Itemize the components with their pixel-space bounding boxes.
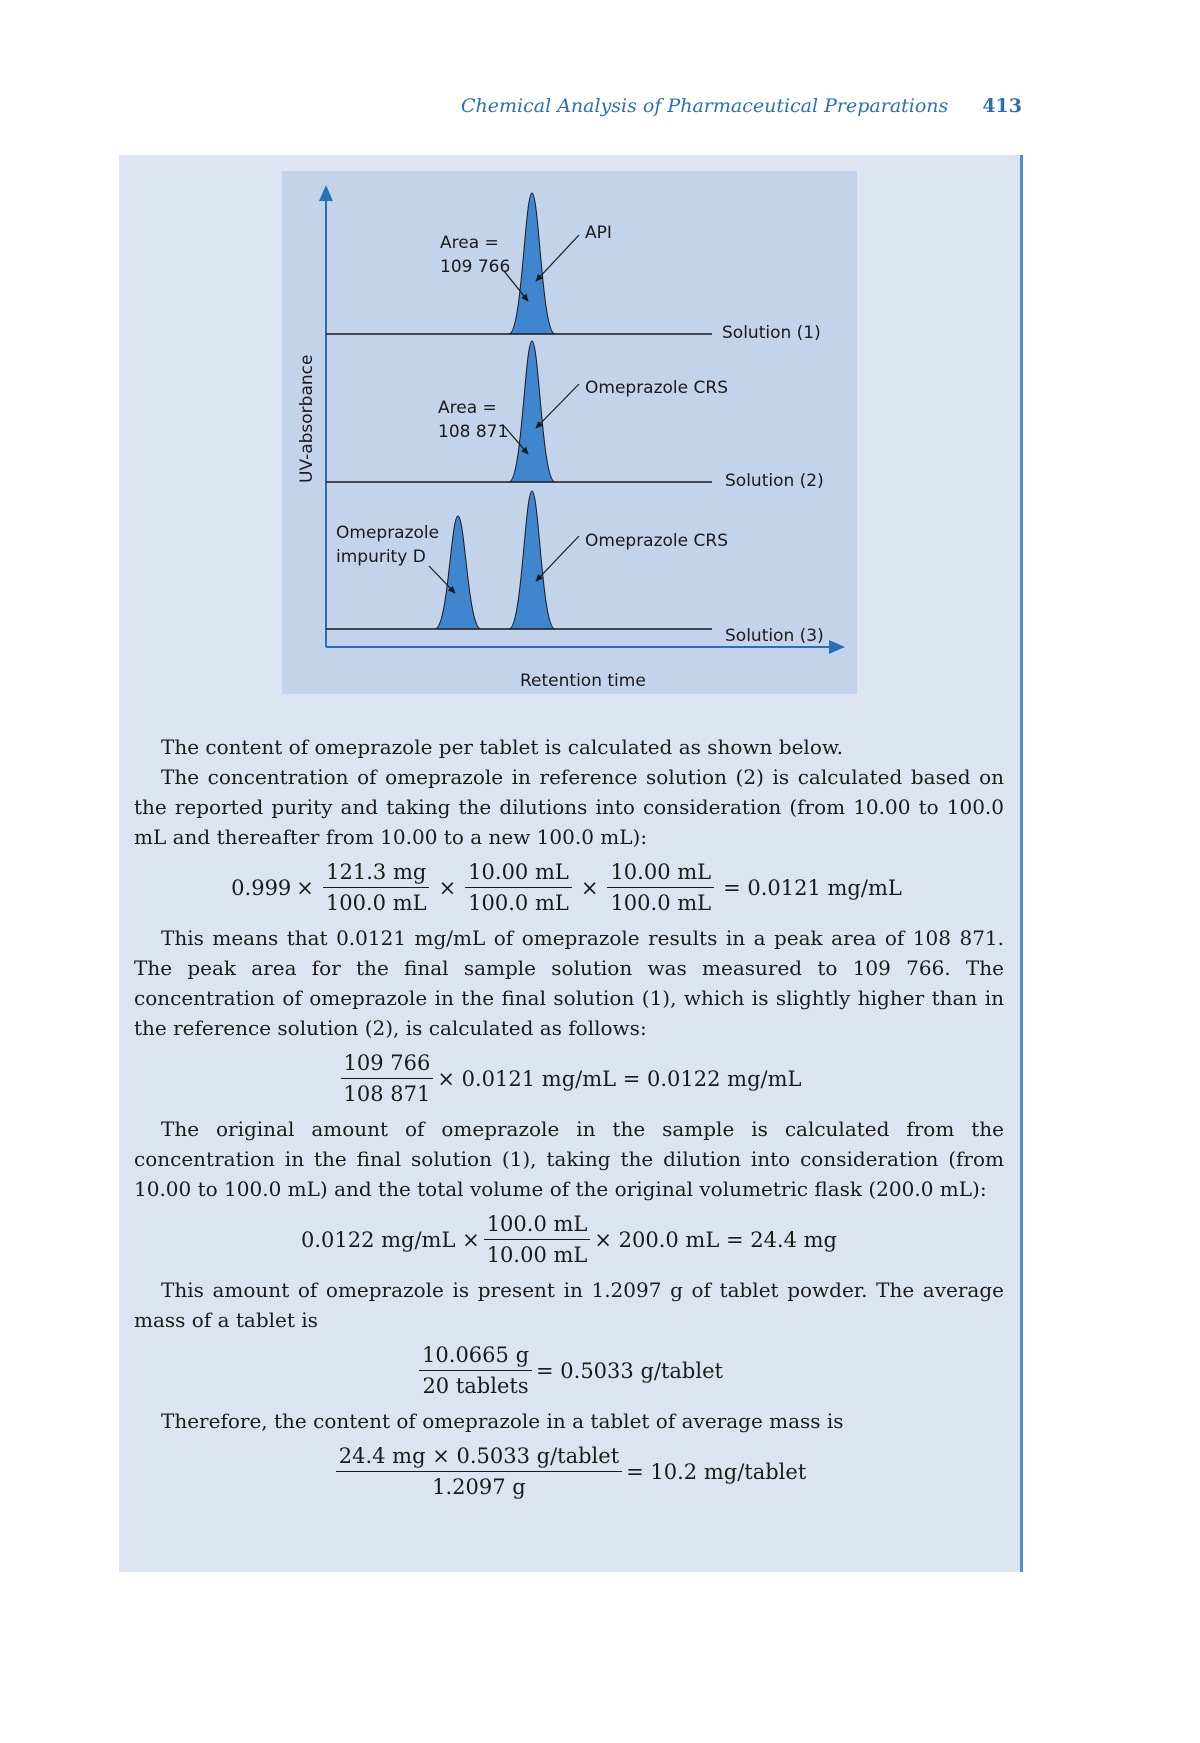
eq5-numerator: 24.4 mg × 0.5033 g/tablet [336, 1443, 622, 1472]
book-title: Chemical Analysis of Pharmaceutical Preparations [461, 95, 949, 117]
peak-omeprazole-crs-3 [509, 491, 555, 629]
eq1-f2-numerator: 10.00 mL [465, 859, 572, 888]
leader-api [536, 235, 579, 281]
paragraph-sample-concentration: This means that 0.0121 mg/mL of omeprazole results in a peak area of 108 871. The peak area for the final sample solution was measured to 109 766. The concentration of omeprazole in the final solution (1), which is slightly higher than in the reference solution (2), is calculated as follows: [134, 926, 1004, 1040]
area-label-1-line2: 109 766 [440, 257, 511, 277]
eq1-f1-numerator: 121.3 mg [323, 859, 429, 888]
chromatogram-figure [282, 171, 857, 694]
eq1-f3-denominator: 100.0 mL [610, 891, 712, 915]
paragraph-reference-concentration: The concentration of omeprazole in reference solution (2) is calculated based on the reported purity and taking the dilutions into consideration (from 10.00 to 100.0 mL and thereafter from 10.00 to a new 100.0 mL): [134, 765, 1004, 849]
peak-label-crs-2: Omeprazole CRS [585, 378, 728, 398]
area-label-2-line1: Area = [438, 398, 497, 418]
equation-average-mass [134, 1342, 1004, 1399]
peak-api [509, 193, 555, 334]
eq1-result: = 0.0121 mg/mL [723, 875, 902, 900]
eq3-lead: 0.0122 mg/mL × [300, 1227, 480, 1252]
eq2-rest: × 0.0121 mg/mL = 0.0122 mg/mL [437, 1066, 802, 1091]
equation-content-per-tablet [134, 1443, 1004, 1500]
solution-label-3: Solution (3) [725, 626, 824, 646]
eq4-numerator: 10.0665 g [419, 1342, 532, 1371]
eq1-lead: 0.999 [231, 875, 292, 900]
paragraph-intro: The content of omeprazole per tablet is calculated as shown below. [161, 735, 843, 759]
peak-label-api: API [585, 223, 612, 243]
area-label-1-line1: Area = [440, 233, 499, 253]
eq5-fraction [336, 1443, 622, 1500]
eq1-f3-numerator: 10.00 mL [607, 859, 714, 888]
eq2-fraction [341, 1050, 434, 1107]
y-axis-arrow-icon [319, 185, 333, 201]
equation-original-amount [134, 1211, 1004, 1268]
eq4-denominator: 20 tablets [422, 1374, 529, 1398]
eq1-times-2: × [438, 875, 457, 900]
eq2-numerator: 109 766 [341, 1050, 434, 1079]
eq3-denominator: 10.00 mL [486, 1243, 588, 1267]
peak-omeprazole-crs-2 [509, 341, 555, 482]
eq1-f1-denominator: 100.0 mL [325, 891, 427, 915]
eq1-fraction-3 [607, 859, 714, 916]
eq3-fraction [484, 1211, 591, 1268]
eq1-times-1: × [296, 875, 314, 900]
chromatogram-svg [282, 171, 857, 694]
paragraph-content-per-tablet: Therefore, the content of omeprazole in a tablet of average mass is [161, 1409, 844, 1433]
solution-label-1: Solution (1) [722, 323, 821, 343]
paragraph-tablet-mass: This amount of omeprazole is present in 1.2097 g of tablet powder. The average mass of a tablet is [134, 1278, 1004, 1332]
eq4-fraction [419, 1342, 532, 1399]
peak-label-crs-3: Omeprazole CRS [585, 531, 728, 551]
solution-label-2: Solution (2) [725, 471, 824, 491]
eq1-f2-denominator: 100.0 mL [468, 891, 569, 915]
eq1-fraction-1 [323, 859, 430, 916]
eq2-denominator: 108 871 [343, 1082, 431, 1106]
eq5-rest: = 10.2 mg/tablet [626, 1459, 807, 1484]
peak-impurity-d [435, 516, 481, 629]
worked-example-box [119, 155, 1023, 1572]
impurity-label-line1: Omeprazole [336, 523, 440, 543]
running-head [461, 95, 1022, 117]
leader-crs-3 [536, 536, 579, 581]
y-axis-label: UV-absorbance [297, 354, 317, 483]
impurity-label-line2: impurity D [336, 547, 426, 567]
eq4-rest: = 0.5033 g/tablet [536, 1358, 723, 1383]
page-number: 413 [982, 95, 1022, 117]
x-axis-arrow-icon [829, 640, 845, 654]
leader-crs-2 [536, 384, 579, 428]
eq5-denominator: 1.2097 g [432, 1475, 526, 1499]
explanation-text [134, 732, 1004, 1507]
area-label-2-line2: 108 871 [438, 422, 509, 442]
equation-reference-concentration [134, 859, 1004, 916]
eq1-times-3: × [580, 875, 599, 900]
eq3-numerator: 100.0 mL [484, 1211, 591, 1240]
x-axis-label: Retention time [520, 671, 646, 691]
eq1-fraction-2 [465, 859, 572, 916]
equation-sample-concentration [134, 1050, 1004, 1107]
paragraph-original-amount: The original amount of omeprazole in the sample is calculated from the concentration in the final solution (1), taking the dilution into consideration (from 10.00 to 100.0 mL) and the total volume of the original volumetric flask (200.0 mL): [134, 1117, 1004, 1201]
eq3-rest: × 200.0 mL = 24.4 mg [594, 1227, 838, 1252]
